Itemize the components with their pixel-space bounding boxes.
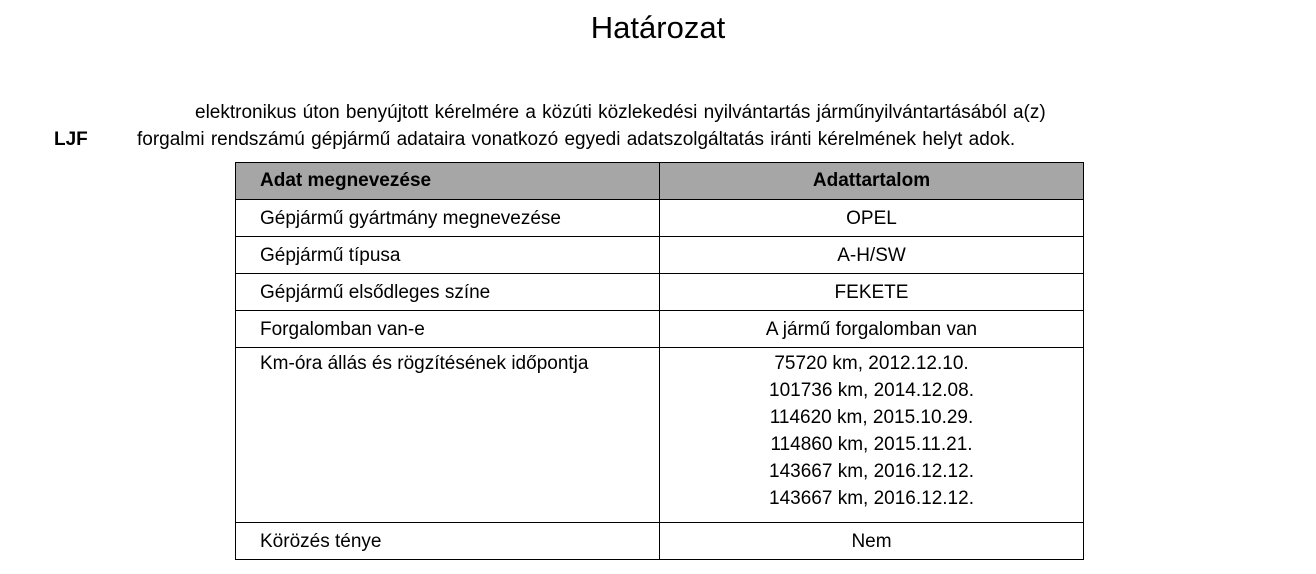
row-value-in-circulation: A jármű forgalomban van [660,311,1084,348]
row-label-color: Gépjármű elsődleges színe [236,274,660,311]
row-value-odometer [660,348,1084,523]
odometer-entry: 143667 km, 2016.12.12. [769,488,974,509]
table-row [236,348,1084,523]
odometer-entry: 75720 km, 2012.12.10. [774,353,969,374]
odometer-entry: 114860 km, 2015.11.21. [770,434,973,455]
row-value-wanted-status: Nem [660,523,1084,560]
row-label-type: Gépjármű típusa [236,237,660,274]
decision-text-line-1: elektronikus úton benyújtott kérelmére a közúti közlekedési nyilvántartás járműnyilvántartásából a(z) [195,102,1046,123]
table-header-row [236,163,1084,200]
document-title: Határozat [590,10,726,45]
table-row [236,237,1084,274]
odometer-entry: 101736 km, 2014.12.08. [769,380,974,401]
row-label-make: Gépjármű gyártmány megnevezése [236,200,660,237]
header-data-name: Adat megnevezése [236,163,660,200]
table-row [236,274,1084,311]
license-plate: LJF [54,129,88,150]
row-value-make: OPEL [660,200,1084,237]
row-label-odometer: Km-óra állás és rögzítésének időpontja [236,348,660,523]
row-value-type: A-H/SW [660,237,1084,274]
row-label-in-circulation: Forgalomban van-e [236,311,660,348]
vehicle-data-table [235,162,1084,560]
table-row [236,523,1084,560]
header-data-content: Adattartalom [660,163,1084,200]
row-label-wanted-status: Körözés ténye [236,523,660,560]
table-row [236,311,1084,348]
odometer-entry: 143667 km, 2016.12.12. [769,461,974,482]
decision-text-line-2: forgalmi rendszámú gépjármű adataira vonatkozó egyedi adatszolgáltatás iránti kérelmének helyt adok. [137,129,1016,150]
row-value-color: FEKETE [660,274,1084,311]
table-row [236,200,1084,237]
odometer-entry: 114620 km, 2015.10.29. [769,407,974,428]
